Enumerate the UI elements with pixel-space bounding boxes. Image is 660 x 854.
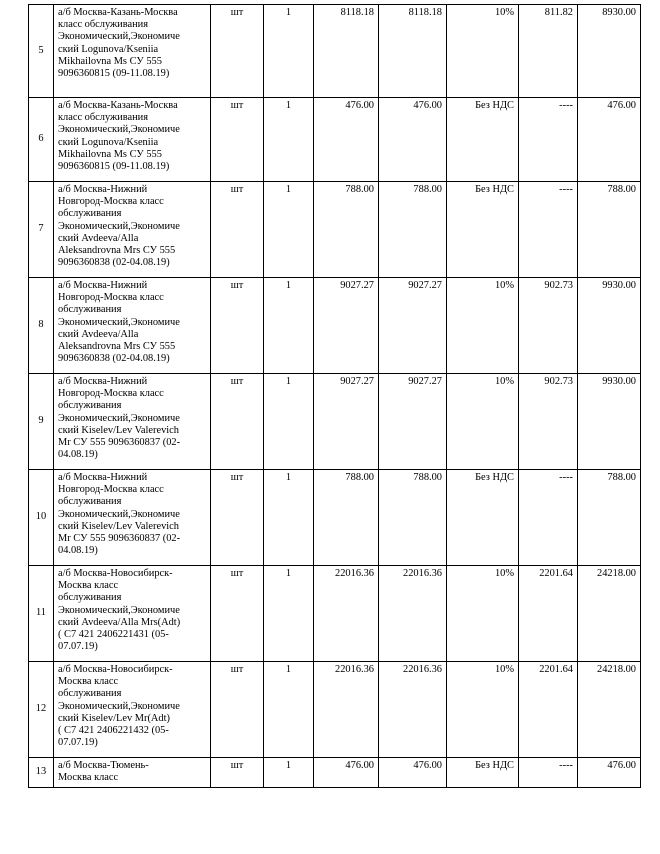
cell-total: 24218.00 [578,662,641,758]
cell-num: 5 [29,5,54,98]
cell-tax: ---- [519,758,578,788]
cell-sum: 9027.27 [379,374,447,470]
cell-total: 8930.00 [578,5,641,98]
cell-num: 8 [29,278,54,374]
table-row [29,182,641,278]
cell-price: 788.00 [314,182,379,278]
cell-tax: ---- [519,98,578,182]
invoice-table [28,4,641,788]
cell-total: 9930.00 [578,278,641,374]
cell-tax: ---- [519,182,578,278]
cell-unit: шт [211,662,264,758]
cell-qty: 1 [264,758,314,788]
cell-vat: 10% [447,278,519,374]
cell-num: 12 [29,662,54,758]
cell-qty: 1 [264,374,314,470]
cell-num: 11 [29,566,54,662]
table-row [29,98,641,182]
cell-sum: 8118.18 [379,5,447,98]
cell-desc: а/б Москва-Новосибирск- Москва класс обслуживания Экономический,Экономиче ский Kiselev/Lev Mr(Adt) ( С7 421 2406221432 (05- 07.07.19) [54,662,211,758]
cell-vat: Без НДС [447,98,519,182]
cell-sum: 22016.36 [379,566,447,662]
cell-price: 22016.36 [314,662,379,758]
cell-unit: шт [211,98,264,182]
cell-desc: а/б Москва-Нижний Новгород-Москва класс обслуживания Экономический,Экономиче ский Avdeeva/Alla Aleksandrovna Mrs СУ 555 9096360838 (02-04.08.19) [54,278,211,374]
cell-num: 9 [29,374,54,470]
table-row [29,374,641,470]
cell-price: 9027.27 [314,278,379,374]
cell-qty: 1 [264,662,314,758]
cell-total: 788.00 [578,182,641,278]
cell-qty: 1 [264,182,314,278]
cell-total: 24218.00 [578,566,641,662]
table-row [29,5,641,98]
cell-desc: а/б Москва-Новосибирск- Москва класс обслуживания Экономический,Экономиче ский Avdeeva/Alla Mrs(Adt) ( С7 421 2406221431 (05- 07.07.19) [54,566,211,662]
cell-desc: а/б Москва-Казань-Москва класс обслуживания Экономический,Экономиче ский Logunova/Kseniia Mikhailovna Ms СУ 555 9096360815 (09-11.08.19) [54,5,211,98]
cell-tax: 2201.64 [519,662,578,758]
cell-desc: а/б Москва-Казань-Москва класс обслуживания Экономический,Экономиче ский Logunova/Kseniia Mikhailovna Ms СУ 555 9096360815 (09-11.08.19) [54,98,211,182]
cell-price: 476.00 [314,98,379,182]
cell-qty: 1 [264,470,314,566]
cell-qty: 1 [264,98,314,182]
cell-total: 476.00 [578,98,641,182]
cell-vat: Без НДС [447,470,519,566]
cell-unit: шт [211,278,264,374]
cell-num: 13 [29,758,54,788]
cell-vat: Без НДС [447,182,519,278]
cell-num: 6 [29,98,54,182]
cell-unit: шт [211,5,264,98]
cell-price: 22016.36 [314,566,379,662]
cell-price: 9027.27 [314,374,379,470]
cell-tax: 2201.64 [519,566,578,662]
cell-unit: шт [211,374,264,470]
cell-num: 7 [29,182,54,278]
cell-price: 8118.18 [314,5,379,98]
cell-tax: 902.73 [519,374,578,470]
cell-vat: Без НДС [447,758,519,788]
cell-tax: 811.82 [519,5,578,98]
table-row [29,278,641,374]
cell-qty: 1 [264,5,314,98]
cell-desc: а/б Москва-Тюмень- Москва класс [54,758,211,788]
cell-vat: 10% [447,5,519,98]
cell-num: 10 [29,470,54,566]
cell-sum: 476.00 [379,758,447,788]
cell-total: 9930.00 [578,374,641,470]
cell-total: 788.00 [578,470,641,566]
cell-sum: 9027.27 [379,278,447,374]
cell-total: 476.00 [578,758,641,788]
cell-sum: 22016.36 [379,662,447,758]
table-row [29,566,641,662]
table-row [29,470,641,566]
cell-qty: 1 [264,278,314,374]
cell-sum: 788.00 [379,182,447,278]
cell-price: 788.00 [314,470,379,566]
cell-price: 476.00 [314,758,379,788]
table-row [29,662,641,758]
cell-tax: ---- [519,470,578,566]
cell-desc: а/б Москва-Нижний Новгород-Москва класс обслуживания Экономический,Экономиче ский Kiselev/Lev Valerevich Mr СУ 555 9096360837 (02- 04.08.19) [54,470,211,566]
cell-tax: 902.73 [519,278,578,374]
cell-unit: шт [211,182,264,278]
cell-vat: 10% [447,566,519,662]
cell-unit: шт [211,470,264,566]
cell-desc: а/б Москва-Нижний Новгород-Москва класс обслуживания Экономический,Экономиче ский Kiselev/Lev Valerevich Mr СУ 555 9096360837 (02- 04.08.19) [54,374,211,470]
cell-sum: 476.00 [379,98,447,182]
cell-qty: 1 [264,566,314,662]
cell-vat: 10% [447,374,519,470]
cell-unit: шт [211,566,264,662]
table-row [29,758,641,788]
cell-desc: а/б Москва-Нижний Новгород-Москва класс обслуживания Экономический,Экономиче ский Avdeeva/Alla Aleksandrovna Mrs СУ 555 9096360838 (02-04.08.19) [54,182,211,278]
cell-vat: 10% [447,662,519,758]
cell-unit: шт [211,758,264,788]
cell-sum: 788.00 [379,470,447,566]
